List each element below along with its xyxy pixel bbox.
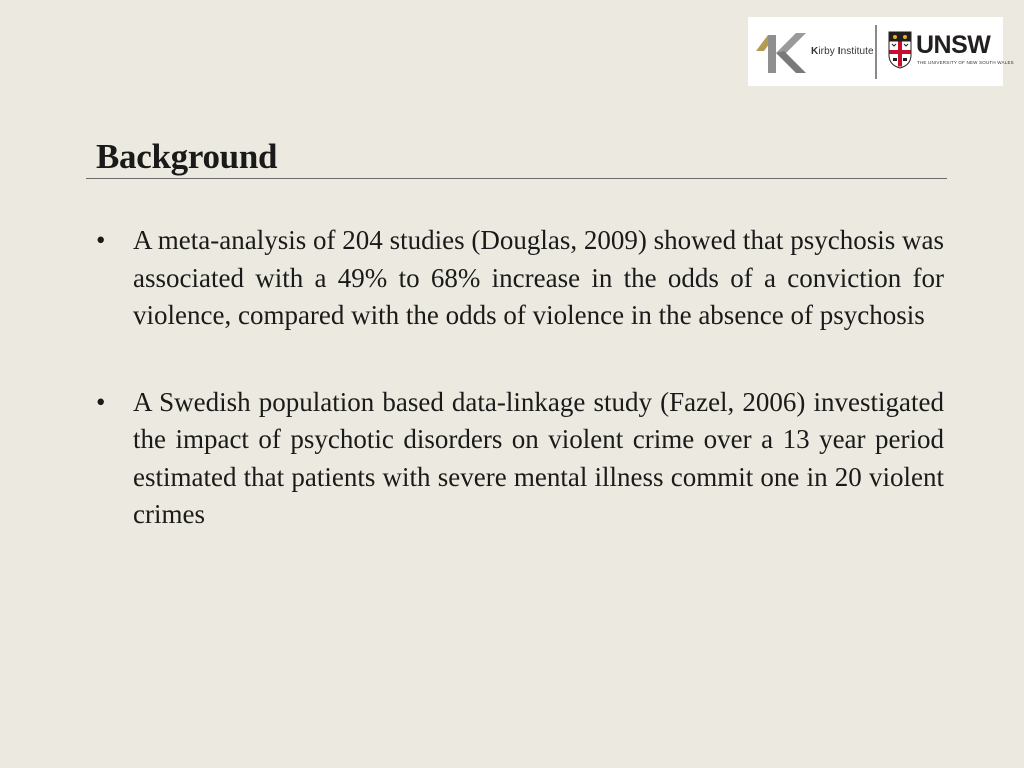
kirby-institute-logo-icon — [754, 29, 808, 75]
unsw-wordmark: UNSW — [916, 31, 991, 59]
bullet-text: A Swedish population based data-linkage study (Fazel, 2006) investigated the impact of psychotic disorders on violent crime over a 13 year period estimated that patients with severe mental illness commit one in 20 violent crimes — [133, 386, 944, 529]
unsw-crest-icon — [888, 31, 912, 69]
bullet-item — [96, 384, 944, 534]
logo-divider — [875, 25, 877, 79]
bullet-text: A meta-analysis of 204 studies (Douglas, 2009) showed that psychosis was associated with a 49% to 68% increase in the odds of a conviction for violence, compared with the odds of violence in the absence of psychosis — [133, 225, 944, 330]
logo-banner — [748, 17, 1014, 86]
slide-title: Background — [96, 137, 278, 176]
unsw-subtitle: THE UNIVERSITY OF NEW SOUTH WALES — [917, 60, 1014, 65]
bullet-marker: • — [96, 386, 106, 417]
bullet-marker: • — [96, 225, 106, 255]
title-underline — [86, 178, 947, 179]
bullet-item — [96, 222, 944, 335]
kirby-institute-wordmark: Kirby Institute — [811, 46, 874, 57]
bullet-list — [96, 222, 944, 583]
